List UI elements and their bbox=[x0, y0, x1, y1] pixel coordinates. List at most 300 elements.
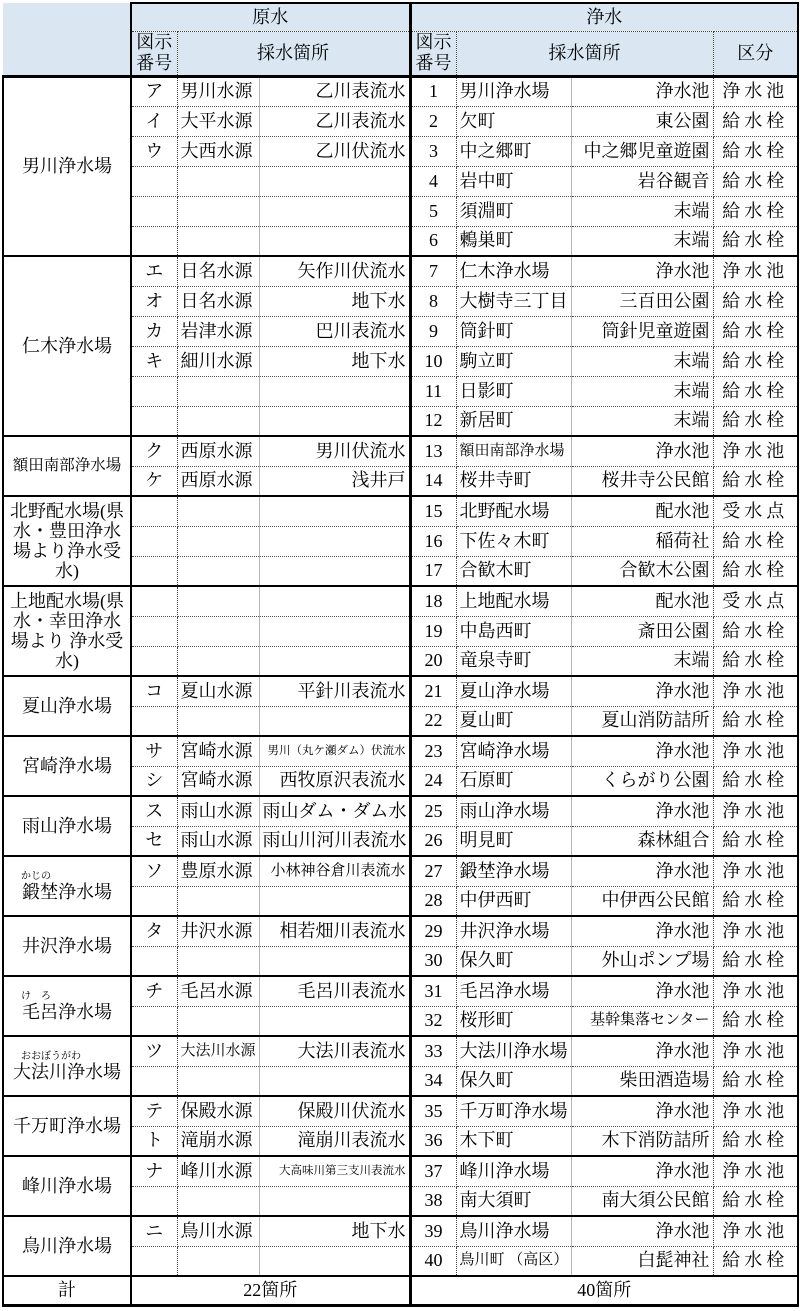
water-sampling-table bbox=[2, 2, 799, 1307]
category-cell: 給水栓 bbox=[713, 616, 798, 646]
clean-point-cell: 配水池 bbox=[571, 586, 713, 616]
raw-source-cell bbox=[177, 886, 259, 916]
clean-point-cell: 浄水池 bbox=[571, 76, 713, 106]
category-cell: 給水栓 bbox=[713, 226, 798, 256]
clean-no-cell: 21 bbox=[410, 676, 456, 706]
raw-no-cell bbox=[131, 886, 177, 916]
clean-point-cell: 配水池 bbox=[571, 496, 713, 526]
clean-point-cell: 浄水池 bbox=[571, 856, 713, 886]
raw-source-cell: 雨山水源 bbox=[177, 796, 259, 826]
clean-place-cell: 井沢浄水場 bbox=[456, 916, 571, 946]
raw-no-cell bbox=[131, 1006, 177, 1036]
clean-place-cell: 筒針町 bbox=[456, 316, 571, 346]
raw-source-cell bbox=[177, 196, 259, 226]
table-row bbox=[3, 676, 798, 706]
raw-no-cell: ケ bbox=[131, 466, 177, 496]
raw-no-cell: セ bbox=[131, 826, 177, 856]
plant-name: 仁木浄水場 bbox=[22, 336, 112, 356]
clean-point-cell: 末端 bbox=[571, 226, 713, 256]
raw-no-cell bbox=[131, 166, 177, 196]
plant-name: 井沢浄水場 bbox=[22, 936, 112, 956]
table-row bbox=[3, 496, 798, 526]
category-cell: 給水栓 bbox=[713, 406, 798, 436]
category-cell: 給水栓 bbox=[713, 886, 798, 916]
category-cell: 給水栓 bbox=[713, 136, 798, 166]
clean-point-cell: 外山ポンプ場 bbox=[571, 946, 713, 976]
clean-point-cell: 浄水池 bbox=[571, 1216, 713, 1246]
raw-source-cell bbox=[177, 1066, 259, 1096]
clean-no-cell: 26 bbox=[410, 826, 456, 856]
plant-name: 北野配水場(県水・豊田浄水場より浄水受水) bbox=[10, 501, 124, 581]
clean-no-cell: 12 bbox=[410, 406, 456, 436]
raw-water-cell bbox=[259, 946, 410, 976]
clean-no-cell: 39 bbox=[410, 1216, 456, 1246]
plant-furigana: おおぼうがわ bbox=[21, 1050, 81, 1062]
category-cell: 給水栓 bbox=[713, 826, 798, 856]
raw-water-group-header: 原水 bbox=[131, 3, 410, 31]
raw-source-cell: 西原水源 bbox=[177, 436, 259, 466]
clean-point-cell: 浄水池 bbox=[571, 976, 713, 1006]
clean-place-cell: 中伊西町 bbox=[456, 886, 571, 916]
raw-no-cell bbox=[131, 526, 177, 556]
raw-source-cell: 夏山水源 bbox=[177, 676, 259, 706]
clean-point-cell: 末端 bbox=[571, 346, 713, 376]
clean-point-cell: 浄水池 bbox=[571, 1156, 713, 1186]
plant-name: 男川浄水場 bbox=[22, 156, 112, 177]
plant-name: 大法川浄水場 bbox=[13, 1061, 121, 1082]
category-cell: 給水栓 bbox=[713, 526, 798, 556]
plant-name-cell bbox=[3, 856, 131, 916]
clean-no-cell: 28 bbox=[410, 886, 456, 916]
clean-place-cell: 桜井寺町 bbox=[456, 466, 571, 496]
clean-place-cell: 夏山町 bbox=[456, 706, 571, 736]
raw-source-cell bbox=[177, 1186, 259, 1216]
raw-no-cell: ソ bbox=[131, 856, 177, 886]
clean-point-cell: 柴田酒造場 bbox=[571, 1066, 713, 1096]
clean-point-cell: 浄水池 bbox=[571, 256, 713, 286]
clean-point-cell: くらがり公園 bbox=[571, 766, 713, 796]
clean-point-cell: 森林組合 bbox=[571, 826, 713, 856]
clean-water-group-header: 浄水 bbox=[410, 3, 798, 31]
raw-no-cell: ス bbox=[131, 796, 177, 826]
raw-no-cell: キ bbox=[131, 346, 177, 376]
raw-water-cell bbox=[259, 1246, 410, 1276]
clean-point-cell: 浄水池 bbox=[571, 736, 713, 766]
raw-source-cell: 男川水源 bbox=[177, 76, 259, 106]
clean-no-cell: 36 bbox=[410, 1126, 456, 1156]
raw-no-cell: テ bbox=[131, 1096, 177, 1126]
raw-water-cell bbox=[259, 406, 410, 436]
plant-name-cell bbox=[3, 736, 131, 796]
clean-place-cell: 男川浄水場 bbox=[456, 76, 571, 106]
raw-water-cell bbox=[259, 226, 410, 256]
plant-name-cell bbox=[3, 976, 131, 1036]
clean-no-cell: 25 bbox=[410, 796, 456, 826]
clean-place-cell: 千万町浄水場 bbox=[456, 1096, 571, 1126]
category-cell: 浄水池 bbox=[713, 1156, 798, 1186]
category-cell: 給水栓 bbox=[713, 1246, 798, 1276]
clean-point-cell: 浄水池 bbox=[571, 676, 713, 706]
raw-water-cell: 乙川表流水 bbox=[259, 106, 410, 136]
raw-water-cell: 地下水 bbox=[259, 346, 410, 376]
raw-no-cell: ア bbox=[131, 76, 177, 106]
clean-place-cell: 桜形町 bbox=[456, 1006, 571, 1036]
plant-name-cell bbox=[3, 1096, 131, 1156]
raw-source-cell: 細川水源 bbox=[177, 346, 259, 376]
clean-place-cell: 下佐々木町 bbox=[456, 526, 571, 556]
clean-point-cell: 中之郷児童遊園 bbox=[571, 136, 713, 166]
table-body bbox=[3, 76, 798, 1276]
category-cell: 給水栓 bbox=[713, 286, 798, 316]
raw-water-cell: 毛呂川表流水 bbox=[259, 976, 410, 1006]
raw-source-cell bbox=[177, 406, 259, 436]
clean-place-cell: 木下町 bbox=[456, 1126, 571, 1156]
clean-place-cell: 額田南部浄水場 bbox=[456, 436, 571, 466]
clean-point-cell: 東公園 bbox=[571, 106, 713, 136]
clean-place-cell: 中島西町 bbox=[456, 616, 571, 646]
clean-no-cell: 27 bbox=[410, 856, 456, 886]
plant-furigana: け ろ bbox=[21, 990, 51, 1002]
raw-source-cell: 大西水源 bbox=[177, 136, 259, 166]
clean-point-cell: 南大須公民館 bbox=[571, 1186, 713, 1216]
clean-no-cell: 35 bbox=[410, 1096, 456, 1126]
raw-water-cell: 男川（丸ケ瀬ダム）伏流水 bbox=[259, 736, 410, 766]
corner-cell bbox=[3, 3, 131, 76]
raw-no-cell: ト bbox=[131, 1126, 177, 1156]
table-row bbox=[3, 256, 798, 286]
raw-no-cell: カ bbox=[131, 316, 177, 346]
raw-no-cell: コ bbox=[131, 676, 177, 706]
clean-place-cell: 合歓木町 bbox=[456, 556, 571, 586]
category-cell: 給水栓 bbox=[713, 706, 798, 736]
raw-source-cell bbox=[177, 1006, 259, 1036]
raw-no-cell: シ bbox=[131, 766, 177, 796]
category-cell: 給水栓 bbox=[713, 1006, 798, 1036]
raw-water-cell bbox=[259, 496, 410, 526]
table-row bbox=[3, 436, 798, 466]
clean-no-cell: 20 bbox=[410, 646, 456, 676]
raw-water-cell: 乙川表流水 bbox=[259, 76, 410, 106]
clean-no-cell: 11 bbox=[410, 376, 456, 406]
category-cell: 給水栓 bbox=[713, 166, 798, 196]
clean-no-cell: 3 bbox=[410, 136, 456, 166]
clean-point-cell: 中伊西公民館 bbox=[571, 886, 713, 916]
category-cell: 受水点 bbox=[713, 496, 798, 526]
clean-no-cell: 15 bbox=[410, 496, 456, 526]
total-clean-count-cell: 40箇所 bbox=[410, 1276, 798, 1305]
table-row bbox=[3, 1036, 798, 1066]
clean-no-cell: 37 bbox=[410, 1156, 456, 1186]
clean-no-cell: 40 bbox=[410, 1246, 456, 1276]
raw-water-cell bbox=[259, 556, 410, 586]
raw-no-cell bbox=[131, 376, 177, 406]
raw-water-cell bbox=[259, 1006, 410, 1036]
raw-water-cell: 大高味川第三支川表流水 bbox=[259, 1156, 410, 1186]
clean-point-cell: 末端 bbox=[571, 406, 713, 436]
raw-water-cell: 大法川表流水 bbox=[259, 1036, 410, 1066]
plant-name: 夏山浄水場 bbox=[22, 696, 112, 716]
clean-place-cell: 夏山浄水場 bbox=[456, 676, 571, 706]
clean-no-cell: 32 bbox=[410, 1006, 456, 1036]
plant-name-cell bbox=[3, 796, 131, 856]
clean-point-cell: 岩谷観音 bbox=[571, 166, 713, 196]
raw-source-cell: 大法川水源 bbox=[177, 1036, 259, 1066]
raw-source-cell bbox=[177, 706, 259, 736]
table-row bbox=[3, 76, 798, 106]
clean-point-cell: 稲荷社 bbox=[571, 526, 713, 556]
category-cell: 給水栓 bbox=[713, 646, 798, 676]
table-row bbox=[3, 586, 798, 616]
raw-water-cell: 乙川伏流水 bbox=[259, 136, 410, 166]
raw-source-cell: 豊原水源 bbox=[177, 856, 259, 886]
clean-place-cell: 毛呂浄水場 bbox=[456, 976, 571, 1006]
clean-point-cell: 木下消防詰所 bbox=[571, 1126, 713, 1156]
clean-place-cell: 仁木浄水場 bbox=[456, 256, 571, 286]
clean-point-cell: 浄水池 bbox=[571, 796, 713, 826]
clean-point-cell: 桜井寺公民館 bbox=[571, 466, 713, 496]
clean-place-cell: 大法川浄水場 bbox=[456, 1036, 571, 1066]
raw-source-cell bbox=[177, 496, 259, 526]
clean-point-cell: 末端 bbox=[571, 646, 713, 676]
clean-place-cell: 南大須町 bbox=[456, 1186, 571, 1216]
raw-source-cell: 岩津水源 bbox=[177, 316, 259, 346]
clean-no-cell: 31 bbox=[410, 976, 456, 1006]
clean-place-cell: 北野配水場 bbox=[456, 496, 571, 526]
raw-water-cell: 西牧原沢表流水 bbox=[259, 766, 410, 796]
clean-place-cell: 大樹寺三丁目 bbox=[456, 286, 571, 316]
plant-name-cell bbox=[3, 256, 131, 436]
raw-water-cell bbox=[259, 1066, 410, 1096]
clean-no-cell: 33 bbox=[410, 1036, 456, 1066]
clean-place-cell: 鶫巣町 bbox=[456, 226, 571, 256]
clean-no-cell: 6 bbox=[410, 226, 456, 256]
raw-no-header: 図示番号 bbox=[131, 31, 177, 76]
category-cell: 給水栓 bbox=[713, 346, 798, 376]
raw-source-cell bbox=[177, 616, 259, 646]
plant-name: 毛呂浄水場 bbox=[22, 1001, 112, 1022]
table-row bbox=[3, 1216, 798, 1246]
raw-no-cell bbox=[131, 556, 177, 586]
raw-water-cell bbox=[259, 646, 410, 676]
raw-water-cell: 雨山川河川表流水 bbox=[259, 826, 410, 856]
category-cell: 浄水池 bbox=[713, 1096, 798, 1126]
raw-water-cell: 雨山ダム・ダム水 bbox=[259, 796, 410, 826]
category-cell: 浄水池 bbox=[713, 676, 798, 706]
clean-point-cell: 浄水池 bbox=[571, 1036, 713, 1066]
raw-no-cell: ニ bbox=[131, 1216, 177, 1246]
table-row bbox=[3, 796, 798, 826]
clean-no-cell: 18 bbox=[410, 586, 456, 616]
clean-point-cell: 浄水池 bbox=[571, 916, 713, 946]
plant-name-cell bbox=[3, 1216, 131, 1276]
plant-name: 千万町浄水場 bbox=[13, 1116, 121, 1136]
clean-no-cell: 34 bbox=[410, 1066, 456, 1096]
clean-point-cell: 合歓木公園 bbox=[571, 556, 713, 586]
clean-place-cell: 竜泉寺町 bbox=[456, 646, 571, 676]
raw-water-cell bbox=[259, 196, 410, 226]
raw-no-cell: ツ bbox=[131, 1036, 177, 1066]
category-cell: 給水栓 bbox=[713, 196, 798, 226]
clean-place-cell: 宮崎浄水場 bbox=[456, 736, 571, 766]
raw-no-cell: ク bbox=[131, 436, 177, 466]
clean-no-cell: 8 bbox=[410, 286, 456, 316]
raw-water-cell bbox=[259, 1186, 410, 1216]
table-row bbox=[3, 1156, 798, 1186]
raw-location-header: 採水箇所 bbox=[177, 31, 410, 76]
raw-water-cell bbox=[259, 376, 410, 406]
raw-source-cell: 日名水源 bbox=[177, 286, 259, 316]
clean-point-cell: 末端 bbox=[571, 196, 713, 226]
clean-place-cell: 駒立町 bbox=[456, 346, 571, 376]
clean-no-cell: 4 bbox=[410, 166, 456, 196]
raw-water-cell: 巴川表流水 bbox=[259, 316, 410, 346]
raw-no-cell: オ bbox=[131, 286, 177, 316]
table-header bbox=[3, 3, 798, 76]
table-row bbox=[3, 856, 798, 886]
clean-no-cell: 5 bbox=[410, 196, 456, 226]
category-cell: 浄水池 bbox=[713, 256, 798, 286]
raw-water-cell: 小林神谷倉川表流水 bbox=[259, 856, 410, 886]
plant-name: 雨山浄水場 bbox=[22, 816, 112, 836]
clean-point-cell: 浄水池 bbox=[571, 1096, 713, 1126]
clean-no-cell: 7 bbox=[410, 256, 456, 286]
clean-point-cell: 末端 bbox=[571, 376, 713, 406]
clean-place-cell: 石原町 bbox=[456, 766, 571, 796]
clean-no-cell: 10 bbox=[410, 346, 456, 376]
plant-name-cell bbox=[3, 76, 131, 256]
clean-point-cell: 斎田公園 bbox=[571, 616, 713, 646]
clean-place-cell: 須淵町 bbox=[456, 196, 571, 226]
table-row bbox=[3, 976, 798, 1006]
plant-name-cell bbox=[3, 496, 131, 586]
raw-no-cell: サ bbox=[131, 736, 177, 766]
raw-source-cell bbox=[177, 1246, 259, 1276]
raw-no-cell bbox=[131, 616, 177, 646]
header-row-groups bbox=[3, 3, 798, 31]
raw-no-cell bbox=[131, 496, 177, 526]
category-cell: 給水栓 bbox=[713, 1126, 798, 1156]
clean-place-cell: 日影町 bbox=[456, 376, 571, 406]
category-cell: 給水栓 bbox=[713, 316, 798, 346]
raw-source-cell bbox=[177, 586, 259, 616]
plant-name: 峰川浄水場 bbox=[22, 1176, 112, 1196]
plant-name: 上地配水場(県水・幸田浄水場より 浄水受水) bbox=[10, 591, 124, 671]
raw-source-cell: 鳥川水源 bbox=[177, 1216, 259, 1246]
raw-water-cell bbox=[259, 586, 410, 616]
category-cell: 給水栓 bbox=[713, 466, 798, 496]
raw-source-cell: 大平水源 bbox=[177, 106, 259, 136]
plant-furigana: かじの bbox=[21, 870, 51, 882]
total-raw-count-cell: 22箇所 bbox=[131, 1276, 410, 1305]
category-cell: 浄水池 bbox=[713, 1036, 798, 1066]
raw-source-cell bbox=[177, 646, 259, 676]
raw-source-cell: 峰川水源 bbox=[177, 1156, 259, 1186]
clean-place-cell: 保久町 bbox=[456, 1066, 571, 1096]
raw-no-cell bbox=[131, 1066, 177, 1096]
category-cell: 浄水池 bbox=[713, 856, 798, 886]
raw-water-cell bbox=[259, 166, 410, 196]
clean-no-cell: 24 bbox=[410, 766, 456, 796]
clean-point-cell: 白髭神社 bbox=[571, 1246, 713, 1276]
category-cell: 浄水池 bbox=[713, 1216, 798, 1246]
clean-no-cell: 22 bbox=[410, 706, 456, 736]
clean-place-cell: 峰川浄水場 bbox=[456, 1156, 571, 1186]
raw-source-cell: 宮崎水源 bbox=[177, 736, 259, 766]
plant-name: 宮崎浄水場 bbox=[22, 756, 112, 776]
raw-source-cell bbox=[177, 376, 259, 406]
table-row bbox=[3, 1096, 798, 1126]
category-cell: 浄水池 bbox=[713, 976, 798, 1006]
raw-no-cell bbox=[131, 406, 177, 436]
clean-place-cell: 新居町 bbox=[456, 406, 571, 436]
clean-place-cell: 明見町 bbox=[456, 826, 571, 856]
clean-point-cell: 夏山消防詰所 bbox=[571, 706, 713, 736]
clean-point-cell: 基幹集落センター bbox=[571, 1006, 713, 1036]
clean-location-header: 採水箇所 bbox=[456, 31, 713, 76]
raw-water-cell: 浅井戸 bbox=[259, 466, 410, 496]
clean-place-cell: 鳥川浄水場 bbox=[456, 1216, 571, 1246]
clean-no-cell: 2 bbox=[410, 106, 456, 136]
raw-source-cell: 雨山水源 bbox=[177, 826, 259, 856]
clean-no-cell: 23 bbox=[410, 736, 456, 766]
raw-water-cell bbox=[259, 616, 410, 646]
clean-no-cell: 38 bbox=[410, 1186, 456, 1216]
raw-no-cell: タ bbox=[131, 916, 177, 946]
raw-water-cell: 地下水 bbox=[259, 286, 410, 316]
clean-no-header: 図示番号 bbox=[410, 31, 456, 76]
clean-no-cell: 29 bbox=[410, 916, 456, 946]
clean-no-cell: 19 bbox=[410, 616, 456, 646]
raw-water-cell bbox=[259, 886, 410, 916]
clean-point-cell: 浄水池 bbox=[571, 436, 713, 466]
raw-no-cell bbox=[131, 226, 177, 256]
clean-no-cell: 1 bbox=[410, 76, 456, 106]
clean-place-cell: 上地配水場 bbox=[456, 586, 571, 616]
category-cell: 浄水池 bbox=[713, 736, 798, 766]
total-label-cell: 計 bbox=[3, 1276, 131, 1305]
category-cell: 給水栓 bbox=[713, 1186, 798, 1216]
clean-place-cell: 保久町 bbox=[456, 946, 571, 976]
raw-no-cell: チ bbox=[131, 976, 177, 1006]
raw-source-cell bbox=[177, 556, 259, 586]
plant-name-cell bbox=[3, 676, 131, 736]
clean-no-cell: 14 bbox=[410, 466, 456, 496]
table-row bbox=[3, 916, 798, 946]
raw-no-cell: ウ bbox=[131, 136, 177, 166]
raw-source-cell: 西原水源 bbox=[177, 466, 259, 496]
clean-no-cell: 9 bbox=[410, 316, 456, 346]
plant-name-cell bbox=[3, 1156, 131, 1216]
category-cell: 給水栓 bbox=[713, 1066, 798, 1096]
table-row bbox=[3, 736, 798, 766]
raw-no-cell bbox=[131, 586, 177, 616]
category-cell: 浄水池 bbox=[713, 76, 798, 106]
raw-source-cell bbox=[177, 166, 259, 196]
raw-water-cell: 地下水 bbox=[259, 1216, 410, 1246]
raw-source-cell bbox=[177, 526, 259, 556]
category-cell: 給水栓 bbox=[713, 556, 798, 586]
table-footer bbox=[3, 1276, 798, 1305]
category-cell: 浄水池 bbox=[713, 916, 798, 946]
category-cell: 浄水池 bbox=[713, 796, 798, 826]
raw-water-cell bbox=[259, 526, 410, 556]
raw-source-cell: 井沢水源 bbox=[177, 916, 259, 946]
category-cell: 給水栓 bbox=[713, 376, 798, 406]
plant-name: 額田南部浄水場 bbox=[12, 457, 122, 474]
plant-name-cell bbox=[3, 436, 131, 496]
clean-point-cell: 三百田公園 bbox=[571, 286, 713, 316]
raw-no-cell bbox=[131, 1246, 177, 1276]
